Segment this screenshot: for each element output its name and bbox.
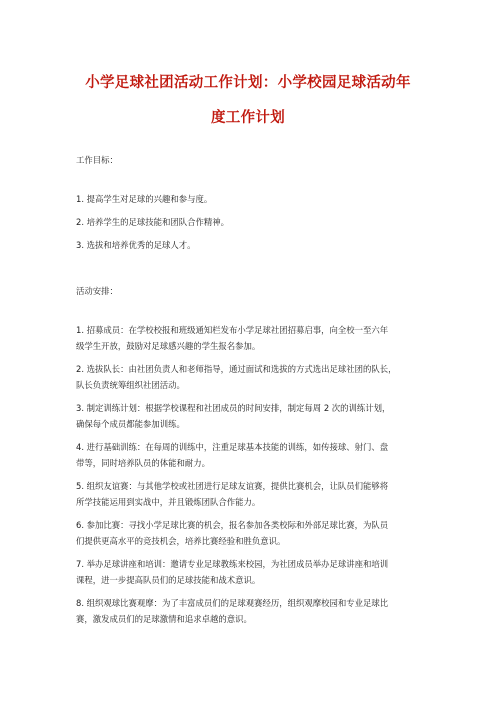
- activity-item-line: 1. 招募成员：在学校校报和班级通知栏发布小学足球社团招募启事，向全校一至六年: [76, 325, 389, 335]
- activity-item-line: 确保每个成员都能参加训练。: [76, 419, 185, 429]
- activity-item: [76, 400, 438, 432]
- activity-item: [76, 322, 438, 354]
- activity-item-line: 所学技能运用到实战中，并且锻炼团队合作能力。: [76, 497, 261, 507]
- activity-item: [76, 439, 438, 471]
- document-title-line-2: 度工作计划: [211, 110, 285, 126]
- activity-item-line: 5. 组织友谊赛：与其他学校或社团进行足球友谊赛，提供比赛机会，让队员们能够将: [76, 481, 389, 491]
- activity-item-line: 队长负责统筹组织社团活动。: [76, 380, 185, 390]
- activity-item-line: 2. 选拔队长：由社团负责人和老师指导，通过面试和选拔的方式选出足球社团的队长，: [76, 364, 397, 374]
- activity-item: [76, 361, 438, 393]
- activity-item-line: 3. 制定训练计划：根据学校课程和社团成员的时间安排，制定每周 2 次的训练计划，: [76, 403, 391, 413]
- activity-item: [76, 517, 438, 549]
- activity-item-line: 8. 组织观球比赛观摩：为了丰富成员们的足球观赛经历，组织观摩校园和专业足球比: [76, 598, 389, 608]
- goal-item: 3. 选拔和培养优秀的足球人才。: [76, 240, 196, 250]
- activity-item-line: 们提供更高水平的竞技机会，培养比赛经验和胜负意识。: [76, 536, 286, 546]
- activity-item-line: 课程，进一步提高队员们的足球技能和战术意识。: [76, 575, 261, 585]
- activity-item-line: 带等，同时培养队员的体能和耐力。: [76, 458, 210, 468]
- activity-item-line: 级学生开放，鼓励对足球感兴趣的学生报名参加。: [76, 341, 261, 351]
- activity-item-line: 4. 进行基础训练：在每周的训练中，注重足球基本技能的训练，如传接球、射门、盘: [76, 442, 389, 452]
- activity-item: [76, 595, 438, 627]
- activity-item: [76, 556, 438, 588]
- activity-item-line: 赛，激发成员们的足球激情和追求卓越的意识。: [76, 614, 252, 624]
- activity-item: [76, 478, 438, 510]
- document-title-line-1: 小学足球社团活动工作计划：小学校园足球活动年: [85, 75, 411, 91]
- goal-item: 2. 培养学生的足球技能和团队合作精神。: [76, 217, 230, 227]
- goals-heading: 工作目标：: [76, 155, 118, 165]
- activities-heading: 活动安排：: [76, 286, 118, 296]
- activity-item-line: 6. 参加比赛：寻找小学足球比赛的机会，报名参加各类校际和外部足球比赛，为队员: [76, 520, 389, 530]
- activity-item-line: 7. 举办足球讲座和培训：邀请专业足球教练来校园，为社团成员举办足球讲座和培训: [76, 559, 389, 569]
- goal-item: 1. 提高学生对足球的兴趣和参与度。: [76, 194, 213, 204]
